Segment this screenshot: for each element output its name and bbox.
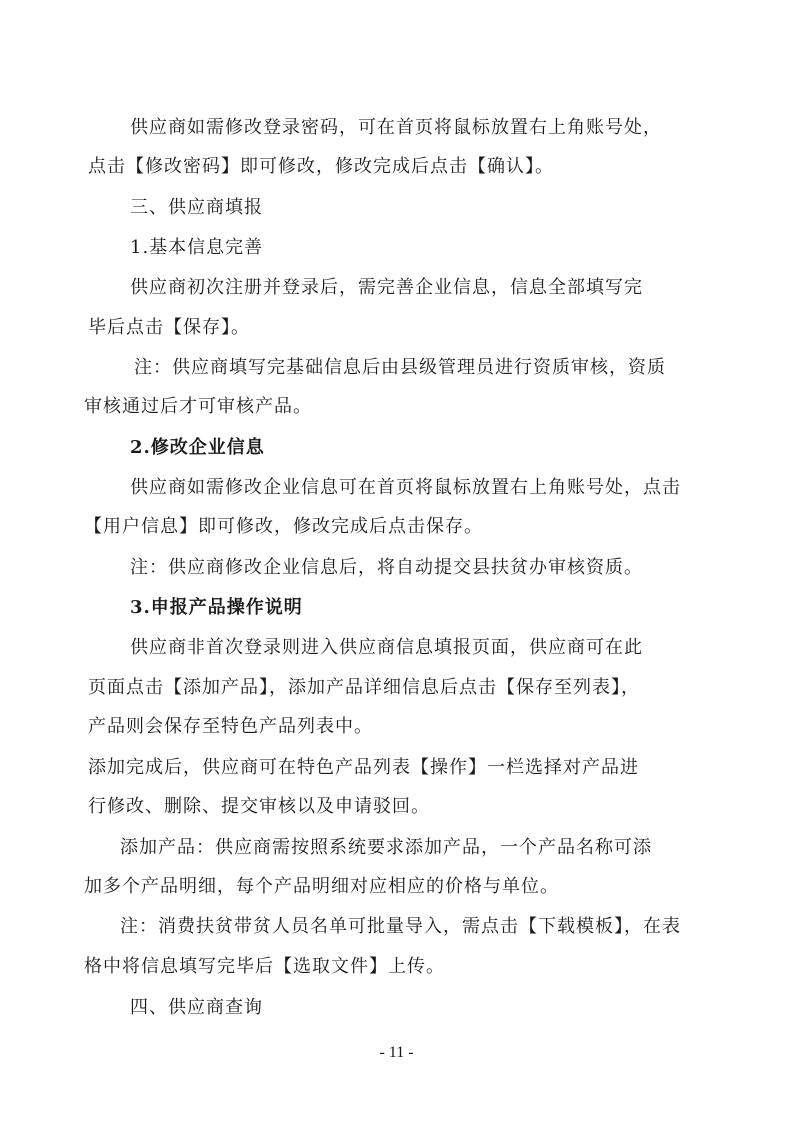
note-line: 审核通过后才可审核产品。	[84, 396, 312, 417]
paragraph-line: 产品则会保存至特色产品列表中。	[88, 716, 373, 737]
section-heading: 三、供应商填报	[130, 197, 263, 218]
paragraph-line: 供应商如需修改企业信息可在首页将鼠标放置右上角账号处，点击	[130, 477, 681, 498]
paragraph-line: 行修改、删除、提交审核以及申请驳回。	[88, 796, 430, 817]
paragraph-line: 供应商如需修改登录密码，可在首页将鼠标放置右上角账号处，	[130, 117, 662, 138]
paragraph-line: 【用户信息】即可修改，修改完成后点击保存。	[84, 516, 483, 537]
paragraph-line: 添加完成后，供应商可在特色产品列表【操作】一栏选择对产品进	[88, 757, 639, 778]
note-line: 注：供应商填写完基础信息后由县级管理员进行资质审核，资质	[134, 357, 666, 378]
paragraph-line: 点击【修改密码】即可修改，修改完成后点击【确认】。	[88, 156, 554, 177]
paragraph-line: 添加产品：供应商需按照系统要求添加产品，一个产品名称可添	[120, 837, 652, 858]
paragraph-line: 加多个产品明细，每个产品明细对应相应的价格与单位。	[84, 876, 559, 897]
note-line: 注：供应商修改企业信息后，将自动提交县扶贫办审核资质。	[130, 557, 643, 578]
paragraph-line: 毕后点击【保存】。	[88, 317, 250, 338]
subsection-heading: 1.基本信息完善	[130, 237, 264, 258]
subsection-heading: 3.申报产品操作说明	[130, 597, 303, 618]
paragraph-line: 供应商非首次登录则进入供应商信息填报页面，供应商可在此	[130, 637, 643, 658]
paragraph-line: 供应商初次注册并登录后，需完善企业信息，信息全部填写完	[130, 277, 643, 298]
note-line: 注：消费扶贫带贫人员名单可批量导入，需点击【下载模板】，在表	[120, 916, 681, 937]
paragraph-line: 页面点击【添加产品】，添加产品详细信息后点击【保存至列表】，	[88, 677, 640, 698]
subsection-heading: 2.修改企业信息	[130, 437, 265, 458]
page-number: - 11 -	[379, 1044, 414, 1061]
section-heading: 四、供应商查询	[130, 997, 263, 1018]
note-line: 格中将信息填写完毕后【选取文件】上传。	[84, 956, 445, 977]
